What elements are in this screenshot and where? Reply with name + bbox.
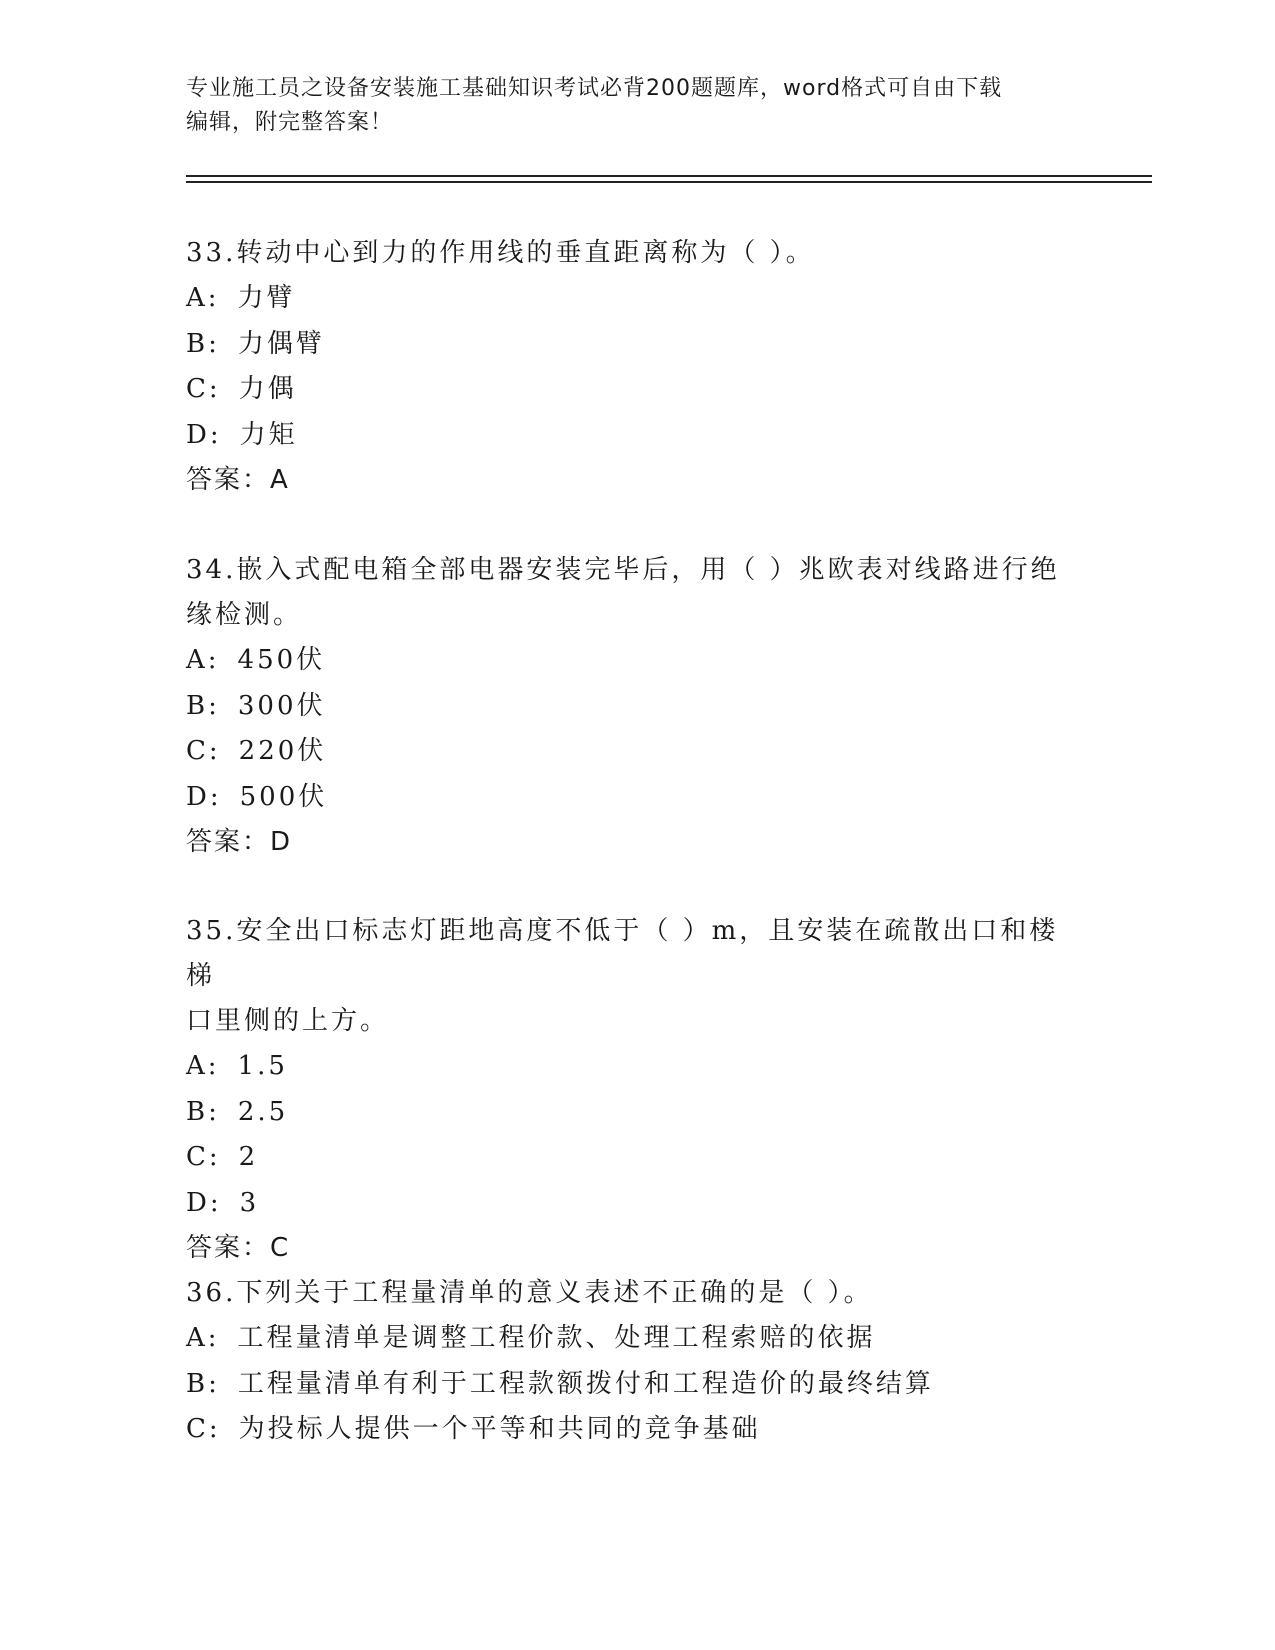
option-a [186, 1316, 1086, 1362]
option-key: A: [186, 1051, 220, 1081]
question-35 [186, 909, 1086, 1271]
option-key: A: [186, 645, 220, 675]
option-text: 220伏 [238, 736, 327, 766]
answer-value: C [270, 1233, 291, 1263]
option-text: 300伏 [237, 690, 326, 721]
option-b [186, 684, 1086, 730]
option-text: 力臂 [237, 283, 296, 313]
answer-line [186, 458, 1086, 503]
option-text: 450伏 [237, 645, 326, 675]
option-key: B: [186, 1096, 220, 1127]
question-text-continued: 缘检测。 [186, 600, 303, 630]
question-text-continued: 口里侧的上方。 [186, 1006, 390, 1036]
option-key: C: [186, 1414, 221, 1444]
document-header [186, 72, 1086, 140]
option-b [186, 1362, 1086, 1408]
header-divider-bottom [186, 181, 1152, 183]
option-c [186, 1407, 1086, 1453]
option-d [186, 775, 1086, 821]
option-text: 3 [239, 1187, 260, 1218]
option-text: 2 [238, 1142, 259, 1172]
header-line-1: 专业施工员之设备安装施工基础知识考试必背200题题库，word格式可自由下载 [186, 76, 1003, 101]
header-divider-top [186, 175, 1152, 177]
option-d [186, 413, 1086, 459]
option-a [186, 1044, 1086, 1090]
option-key: A: [186, 1323, 220, 1353]
option-b [186, 1090, 1086, 1136]
option-key: C: [186, 374, 221, 404]
answer-label: 答案： [186, 1233, 271, 1263]
question-36 [186, 1271, 1086, 1453]
option-key: A: [186, 283, 220, 313]
answer-label: 答案： [186, 465, 271, 495]
option-key: B: [186, 1368, 220, 1399]
header-line-2: 编辑，附完整答案！ [186, 110, 394, 135]
option-text: 500伏 [239, 781, 328, 812]
option-text: 1.5 [237, 1051, 288, 1081]
answer-value: A [270, 465, 290, 495]
option-c [186, 1135, 1086, 1181]
option-text: 工程量清单是调整工程价款、处理工程索赔的依据 [237, 1323, 876, 1353]
question-34 [186, 548, 1086, 865]
answer-label: 答案： [186, 827, 271, 857]
option-key: D: [186, 419, 222, 450]
option-d [186, 1181, 1086, 1227]
option-key: C: [186, 1142, 221, 1172]
option-c [186, 729, 1086, 775]
option-key: B: [186, 690, 220, 721]
option-text: 力偶 [238, 374, 297, 404]
question-33 [186, 231, 1086, 503]
option-key: D: [186, 781, 222, 812]
answer-line [186, 1226, 1086, 1271]
answer-value: D [270, 827, 293, 857]
question-text: 35.安全出口标志灯距地高度不低于（ ）m，且安装在疏散出口和楼梯 [186, 916, 1059, 991]
option-c [186, 367, 1086, 413]
question-text: 36.下列关于工程量清单的意义表述不正确的是（ ）。 [186, 1278, 873, 1308]
question-text: 34.嵌入式配电箱全部电器安装完毕后，用（ ）兆欧表对线路进行绝 [186, 555, 1060, 585]
option-text: 力偶臂 [237, 328, 325, 359]
option-text: 力矩 [239, 419, 298, 450]
option-key: C: [186, 736, 221, 766]
option-text: 2.5 [237, 1096, 289, 1127]
option-key: B: [186, 328, 220, 359]
option-key: D: [186, 1187, 222, 1218]
question-text: 33.转动中心到力的作用线的垂直距离称为（ ）。 [186, 238, 815, 268]
option-a [186, 638, 1086, 684]
answer-line [186, 820, 1086, 865]
option-a [186, 276, 1086, 322]
option-b [186, 322, 1086, 368]
option-text: 工程量清单有利于工程款额拨付和工程造价的最终结算 [237, 1368, 934, 1399]
option-text: 为投标人提供一个平等和共同的竞争基础 [238, 1414, 761, 1444]
